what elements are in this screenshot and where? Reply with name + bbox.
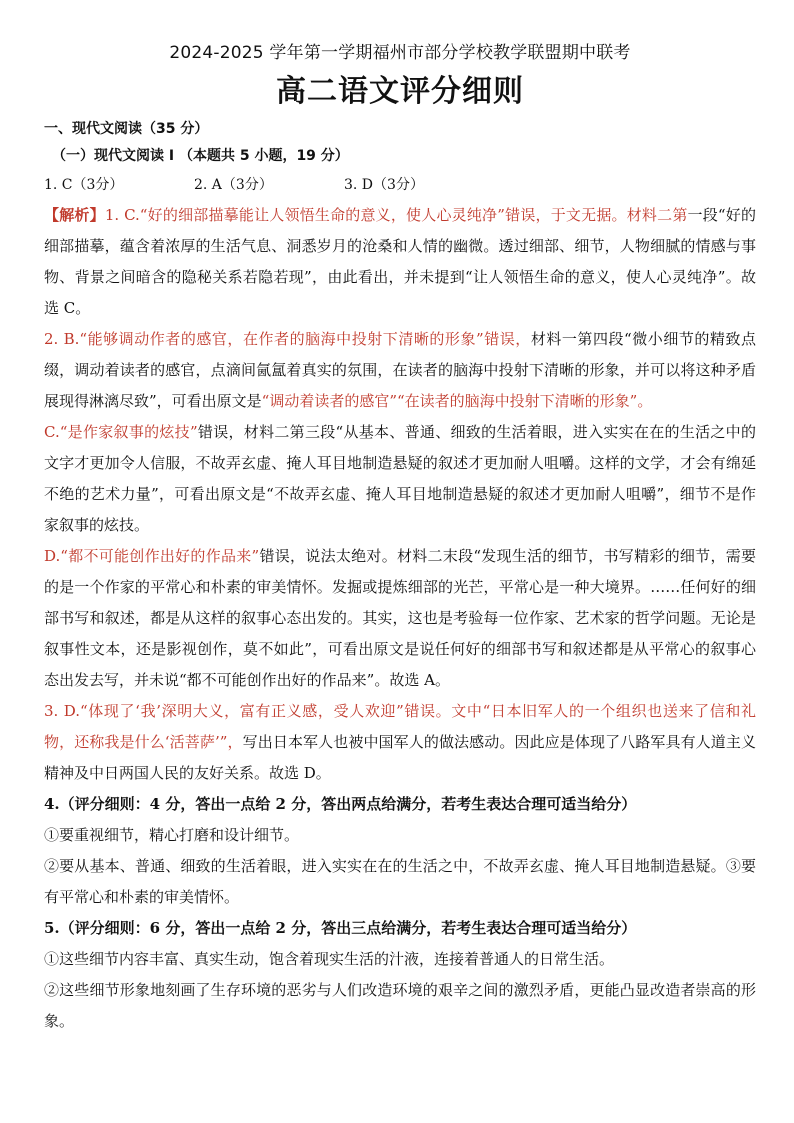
analysis-q1 <box>44 200 756 324</box>
answer-q2: 2. A（3分） <box>194 177 273 193</box>
analysis-q2b-error-statement: 2. B.“能够调动作者的感官，在作者的脑海中投射下清晰的形象”错误， <box>44 330 531 348</box>
analysis-q2d-explanation: 错误，说法太绝对。材料二末段“发现生活的细节，书写精彩的细节，需要的是一个作家的平常心和朴素的审美情怀。发掘或提炼细部的光芒，平常心是一种大境界。……任何好的细部书写和叙述，都是从这样的叙事心态出发的。其实，这也是考验每一位作家、艺术家的哲学问题。无论是叙事性文本，还是影视创作，莫不如此”，可看出原文是说任何好的细部书写和叙述都是从平常心的叙事心态出发去写，并未说“都不可能创作出好的作品来”。故选 A。 <box>44 547 756 689</box>
answer-q1: 1. C（3分） <box>44 177 124 193</box>
analysis-q1-error-statement: 1. C.“好的细部描摹能让人领悟生命的意义，使人心灵纯净”错误，于文无据。材料二第 <box>104 206 688 224</box>
analysis-q2c-error-statement: C.“是作家叙事的炫技” <box>44 423 198 441</box>
analysis-q2-option-b <box>44 324 756 417</box>
sub-section-heading: （一）现代文阅读 Ⅰ （本题共 5 小题，19 分） <box>52 148 349 164</box>
analysis-tag: 【解析】 <box>44 206 105 224</box>
analysis-q3-explanation: 写出日本军人也被中国军人的做法感动。因此应是体现了八路军具有人道主义精神及中日两国人民的友好关系。故选 D。 <box>44 733 756 782</box>
answer-key-row <box>44 170 756 200</box>
document-title: 高二语文评分细则 <box>276 74 524 109</box>
analysis-q2b-original-quote: “调动着读者的感官”“在读者的脑海中投射下清晰的形象”。 <box>261 392 653 410</box>
section-heading-modern-reading: 一、现代文阅读（35 分） <box>44 121 209 137</box>
document-page <box>44 40 756 1037</box>
analysis-q2b-explanation: 材料一第四段“微小细节的精致点缀，调动着读者的感官，点滴间氤氲着真实的氛围，在读者的脑海中投射下清晰的形象，并可以将这种矛盾展现得淋漓尽致”，可看出原文是 <box>44 330 756 410</box>
exam-subtitle: 2024-2025 学年第一学期福州市部分学校教学联盟期中联考 <box>169 43 631 63</box>
answer-q3: 3. D（3分） <box>344 177 424 193</box>
analysis-q2-option-d <box>44 541 756 696</box>
q4-point-2: ②要从基本、普通、细致的生活着眼，进入实实在在的生活之中，不故弄玄虚、掩人耳目地制造悬疑。③要有平常心和朴素的审美情怀。 <box>44 857 756 906</box>
q5-point-1: ①这些细节内容丰富、真实生动，饱含着现实生活的汁液，连接着普通人的日常生活。 <box>44 950 615 968</box>
analysis-q3-error-statement: 3. D.“体现了‘我’深明大义，富有正义感，受人欢迎”错误。文中“日本旧军人的一个组织也送来了信和礼物，还称我是什么‘活菩萨’”， <box>44 702 756 751</box>
analysis-q2c-explanation: 错误，材料二第三段“从基本、普通、细致的生活着眼，进入实实在在的生活之中的文字才更加令人信服，不故弄玄虚、掩人耳目地制造悬疑的叙述才更加耐人咀嚼。这样的文学，才会有绵延不绝的艺术力量”，可看出原文是“不故弄玄虚、掩人耳目地制造悬疑的叙述才更加耐人咀嚼”，细节不是作家叙事的炫技。 <box>44 423 756 534</box>
q5-scoring-heading: 5.（评分细则：6 分，答出一点给 2 分，答出三点给满分，若考生表达合理可适当给分） <box>44 919 637 937</box>
analysis-q3 <box>44 696 756 789</box>
analysis-q1-explanation: 一段“好的细部描摹，蕴含着浓厚的生活气息、洞悉岁月的沧桑和人情的幽微。透过细部、细节，人物细腻的情感与事物、背景之间暗含的隐秘关系若隐若现”，由此看出，并未提到“让人领悟生命的意义，使人心灵纯净”。故选 C。 <box>44 206 756 317</box>
q5-point-2: ②这些细节形象地刻画了生存环境的恶劣与人们改造环境的艰辛之间的激烈矛盾，更能凸显改造者崇高的形象。 <box>44 981 756 1030</box>
analysis-q2-option-c <box>44 417 756 541</box>
q4-point-1: ①要重视细节，精心打磨和设计细节。 <box>44 826 300 844</box>
analysis-q2d-error-statement: D.“都不可能创作出好的作品来” <box>44 547 260 565</box>
q4-scoring-heading: 4.（评分细则：4 分，答出一点给 2 分，答出两点给满分，若考生表达合理可适当给分） <box>44 795 637 813</box>
